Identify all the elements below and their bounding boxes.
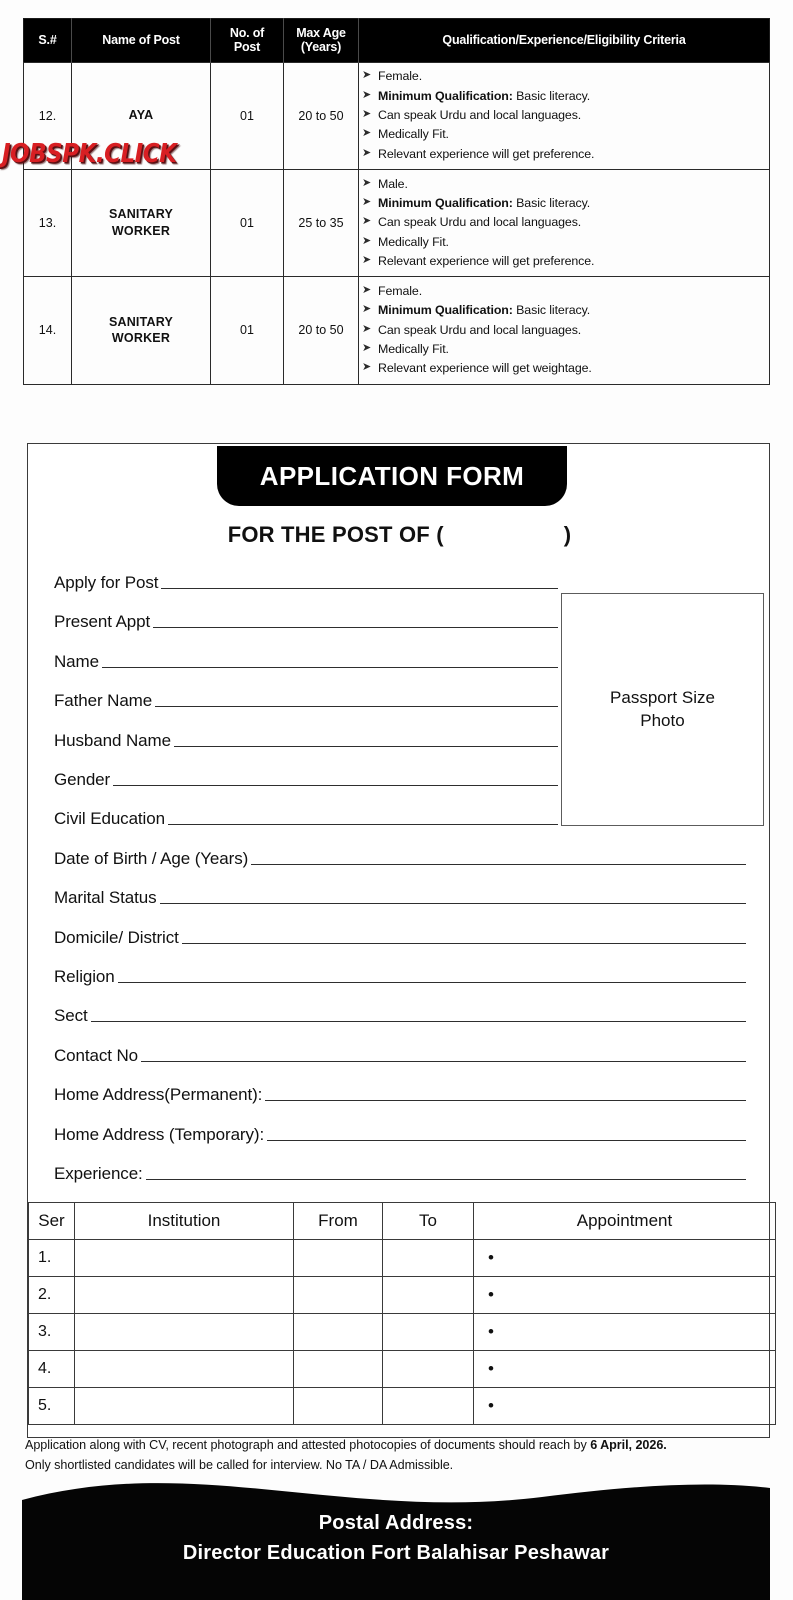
col-header-institution: Institution: [75, 1203, 294, 1240]
form-field-row[interactable]: [54, 806, 558, 828]
cell-ser: 1.: [29, 1240, 75, 1277]
form-field-blank-line[interactable]: [168, 824, 558, 825]
arrow-bullet-icon: ➤: [362, 195, 372, 208]
form-field-row[interactable]: [54, 767, 558, 789]
cell-from[interactable]: [294, 1314, 383, 1351]
col-header-ser: Ser: [29, 1203, 75, 1240]
col-header-no-of-post-line1: No. of: [229, 26, 265, 40]
arrow-bullet-icon: ➤: [362, 69, 372, 82]
criteria-label: Minimum Qualification:: [378, 88, 513, 103]
form-field-label: Home Address (Temporary):: [54, 1124, 265, 1144]
criteria-label: Minimum Qualification:: [378, 195, 513, 210]
postal-address-text: [22, 1508, 770, 1568]
cell-criteria: [359, 170, 770, 277]
form-field-label: Domicile/ District: [54, 927, 179, 947]
table-row: [29, 1240, 776, 1277]
criteria-item: ➤ Medically Fit.: [362, 234, 449, 249]
arrow-bullet-icon: ➤: [362, 341, 372, 354]
criteria-item: ➤ Relevant experience will get preference.: [362, 253, 595, 268]
form-field-label: Contact No: [54, 1045, 139, 1065]
postal-address-value: Director Education Fort Balahisar Peshawar: [182, 1542, 610, 1564]
arrow-bullet-icon: ➤: [362, 127, 372, 140]
passport-photo-label: [610, 687, 715, 733]
arrow-bullet-icon: ➤: [362, 234, 372, 247]
cell-institution[interactable]: [75, 1388, 294, 1425]
form-field-row[interactable]: [54, 649, 558, 671]
form-field-blank-line[interactable]: [160, 903, 746, 904]
criteria-item: ➤ Female.: [362, 69, 423, 84]
form-field-row[interactable]: [54, 688, 558, 710]
form-field-blank-line[interactable]: [161, 588, 558, 589]
form-field-row[interactable]: [54, 964, 746, 986]
form-field-label: Religion: [54, 967, 115, 986]
col-header-appointment: Appointment: [474, 1203, 776, 1240]
form-field-row[interactable]: [54, 1161, 746, 1183]
form-field-row[interactable]: [54, 1122, 746, 1144]
arrow-bullet-icon: ➤: [362, 88, 372, 101]
form-field-row[interactable]: [54, 609, 558, 631]
passport-photo-box[interactable]: [561, 593, 764, 826]
arrow-bullet-icon: ➤: [362, 303, 372, 316]
form-field-row[interactable]: [54, 1003, 746, 1025]
col-header-to: To: [383, 1203, 474, 1240]
form-field-blank-line[interactable]: [174, 746, 558, 747]
criteria-item: ➤ Relevant experience will get weightage.: [362, 361, 592, 376]
application-form-title-badge: APPLICATION FORM: [217, 446, 567, 506]
cell-no-of-post: 01: [211, 170, 284, 277]
cell-ser: 2.: [29, 1277, 75, 1314]
form-field-label: Civil Education: [54, 809, 165, 829]
jobs-table-body: [24, 62, 770, 384]
criteria-item: ➤ Minimum Qualification: Basic literacy.: [362, 88, 591, 103]
criteria-item: ➤ Female.: [362, 283, 423, 298]
form-field-blank-line[interactable]: [267, 1140, 746, 1141]
cell-serial: 14.: [24, 277, 72, 384]
form-field-blank-line[interactable]: [251, 864, 746, 865]
cell-appointment[interactable]: •: [474, 1277, 776, 1314]
col-header-max-age: [284, 19, 359, 63]
form-field-row[interactable]: [54, 570, 558, 592]
cell-from[interactable]: [294, 1388, 383, 1425]
criteria-item: ➤ Relevant experience will get preference.: [362, 146, 595, 161]
form-field-blank-line[interactable]: [155, 706, 558, 707]
form-field-label: Husband Name: [54, 730, 171, 750]
form-field-blank-line[interactable]: [118, 982, 746, 983]
criteria-item: ➤ Can speak Urdu and local languages.: [362, 107, 582, 122]
application-form-panel: [27, 443, 770, 1438]
criteria-item: ➤ Minimum Qualification: Basic literacy.: [362, 195, 591, 210]
col-header-serial: S.#: [24, 19, 72, 63]
form-field-blank-line[interactable]: [91, 1021, 746, 1022]
col-header-from: From: [294, 1203, 383, 1240]
arrow-bullet-icon: ➤: [362, 107, 372, 120]
form-field-blank-line[interactable]: [102, 667, 558, 668]
cell-from[interactable]: [294, 1351, 383, 1388]
form-field-blank-line[interactable]: [141, 1061, 746, 1062]
cell-to[interactable]: [383, 1240, 474, 1277]
form-field-label: Apply for Post: [54, 573, 159, 592]
cell-ser: 3.: [29, 1314, 75, 1351]
cell-from[interactable]: [294, 1277, 383, 1314]
criteria-list: [362, 68, 766, 163]
cell-from[interactable]: [294, 1240, 383, 1277]
table-row: [29, 1314, 776, 1351]
cell-post-name: SANITARY WORKER: [72, 277, 211, 384]
cell-max-age: 20 to 50: [284, 62, 359, 169]
form-field-blank-line[interactable]: [153, 627, 558, 628]
cell-serial: 12.: [24, 62, 72, 169]
form-field-label: Present Appt: [54, 612, 151, 632]
form-field-row[interactable]: [54, 1043, 746, 1065]
col-header-no-of-post-line2: Post: [233, 40, 261, 55]
criteria-list: [362, 283, 766, 378]
form-field-label: Experience:: [54, 1164, 143, 1183]
form-field-label: Name: [54, 651, 99, 671]
cell-appointment[interactable]: •: [474, 1388, 776, 1425]
form-field-blank-line[interactable]: [146, 1179, 746, 1180]
col-header-name-of-post: Name of Post: [72, 19, 211, 63]
cell-criteria: [359, 277, 770, 384]
deadline-date: 6 April, 2026.: [590, 1438, 667, 1452]
form-field-blank-line[interactable]: [265, 1100, 746, 1101]
col-header-max-age-line2: (Years): [300, 40, 342, 55]
cell-institution[interactable]: [75, 1277, 294, 1314]
criteria-list: [362, 176, 766, 271]
cell-max-age: 20 to 50: [284, 277, 359, 384]
cell-serial: 13.: [24, 170, 72, 277]
col-header-no-of-post: [211, 19, 284, 63]
deadline-note-text: Application along with CV, recent photograph and attested photocopies of documents should reach by: [25, 1438, 591, 1452]
form-field-label: Father Name: [54, 691, 153, 711]
criteria-item: ➤ Minimum Qualification: Basic literacy.: [362, 303, 591, 318]
criteria-item: ➤ Medically Fit.: [362, 127, 449, 142]
form-field-row[interactable]: [54, 728, 558, 750]
cell-institution[interactable]: [75, 1351, 294, 1388]
form-field-label: Gender: [54, 770, 111, 789]
cell-appointment[interactable]: •: [474, 1351, 776, 1388]
postal-address-label: Postal Address:: [318, 1512, 474, 1534]
cell-to[interactable]: [383, 1388, 474, 1425]
experience-table-body: [29, 1240, 776, 1425]
criteria-item: ➤ Can speak Urdu and local languages.: [362, 215, 582, 230]
deadline-note: [25, 1436, 775, 1475]
postal-address-band: [22, 1478, 770, 1600]
form-field-label: Date of Birth / Age (Years): [54, 848, 249, 868]
application-form-subtitle: [28, 522, 771, 548]
cell-appointment[interactable]: •: [474, 1240, 776, 1277]
arrow-bullet-icon: ➤: [362, 215, 372, 228]
jobs-table-header-row: [24, 19, 770, 63]
form-field-blank-line[interactable]: [182, 943, 746, 944]
cell-institution[interactable]: [75, 1314, 294, 1351]
cell-ser: 5.: [29, 1388, 75, 1425]
criteria-item: ➤ Male.: [362, 176, 408, 191]
col-header-criteria: Qualification/Experience/Eligibility Criteria: [359, 19, 770, 63]
table-row: [29, 1351, 776, 1388]
experience-table: [28, 1202, 776, 1425]
arrow-bullet-icon: ➤: [362, 146, 372, 159]
table-row: [24, 170, 770, 277]
table-row: [24, 62, 770, 169]
cell-ser: 4.: [29, 1351, 75, 1388]
criteria-item: ➤ Medically Fit.: [362, 341, 449, 356]
arrow-bullet-icon: ➤: [362, 361, 372, 374]
subtitle-prefix: FOR THE POST OF (: [227, 522, 444, 547]
table-row: [24, 277, 770, 384]
arrow-bullet-icon: ➤: [362, 283, 372, 296]
form-field-row[interactable]: [54, 925, 746, 947]
subtitle-suffix: ): [563, 522, 572, 547]
arrow-bullet-icon: ➤: [362, 176, 372, 189]
site-watermark: JOBSPK.CLICK: [2, 139, 177, 169]
criteria-item: ➤ Can speak Urdu and local languages.: [362, 322, 582, 337]
cell-to[interactable]: [383, 1277, 474, 1314]
cell-institution[interactable]: [75, 1240, 294, 1277]
arrow-bullet-icon: ➤: [362, 253, 372, 266]
cell-no-of-post: 01: [211, 62, 284, 169]
jobs-posts-table: [23, 18, 770, 385]
criteria-label: Minimum Qualification:: [378, 303, 513, 318]
passport-photo-label-line1: Passport Size: [610, 687, 715, 707]
interview-note-text: Only shortlisted candidates will be called for interview. No TA / DA Admissible.: [25, 1457, 454, 1472]
table-row: [29, 1388, 776, 1425]
form-field-label: Home Address(Permanent):: [54, 1085, 263, 1105]
cell-no-of-post: 01: [211, 277, 284, 384]
cell-post-name: SANITARY WORKER: [72, 170, 211, 277]
form-field-row[interactable]: [54, 846, 746, 868]
cell-criteria: [359, 62, 770, 169]
passport-photo-label-line2: Photo: [640, 710, 685, 730]
form-field-label: Sect: [54, 1006, 88, 1026]
cell-post-name: AYA: [72, 62, 211, 169]
form-field-label: Marital Status: [54, 888, 157, 908]
cell-max-age: 25 to 35: [284, 170, 359, 277]
cell-to[interactable]: [383, 1314, 474, 1351]
form-field-blank-line[interactable]: [113, 785, 558, 786]
cell-to[interactable]: [383, 1351, 474, 1388]
form-field-row[interactable]: [54, 885, 746, 907]
cell-appointment[interactable]: •: [474, 1314, 776, 1351]
arrow-bullet-icon: ➤: [362, 322, 372, 335]
col-header-max-age-line1: Max Age: [296, 26, 346, 40]
form-field-row[interactable]: [54, 1082, 746, 1104]
experience-table-header-row: [29, 1203, 776, 1240]
table-row: [29, 1277, 776, 1314]
